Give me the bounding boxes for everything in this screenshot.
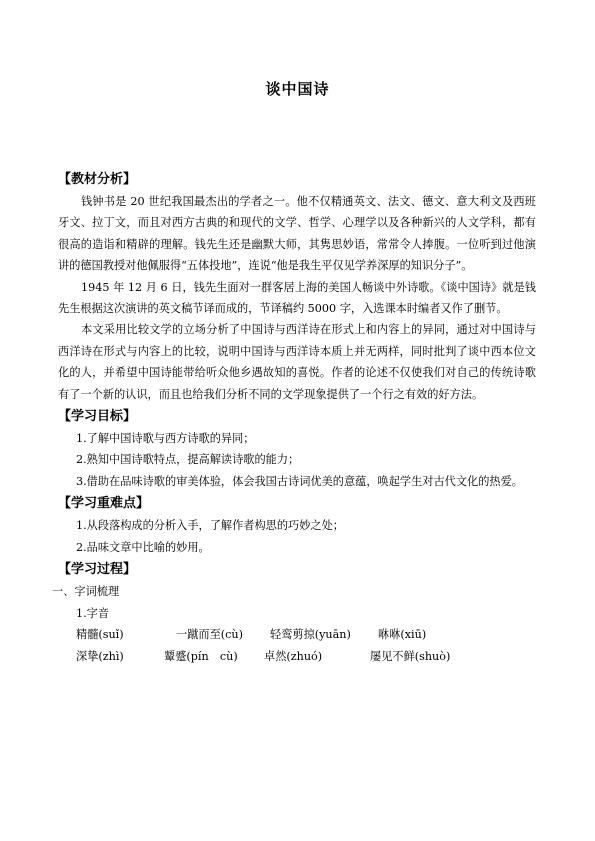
document-body xyxy=(52,168,536,668)
section-heading-goals: 【学习目标】 xyxy=(58,409,137,425)
pronunciation-entry: 深挚(zhì) xyxy=(76,649,124,663)
section-heading-analysis: 【教材分析】 xyxy=(58,172,137,187)
document-title: 谈中国诗 xyxy=(265,80,330,98)
part-heading: 一、字词梳理 xyxy=(52,585,120,599)
pronunciation-entry: 颦蹙(pín cù) xyxy=(164,649,238,663)
pronunciation-entry: 咻咻(xiū) xyxy=(378,627,427,641)
list-item: 3.借助在品味诗歌的审美体验，体会我国古诗词优美的意蕴，唤起学生对古代文化的热爱。 xyxy=(76,474,523,488)
section-heading-keypoints: 【学习重难点】 xyxy=(58,496,150,512)
list-item: 1.了解中国诗歌与西方诗歌的异同； xyxy=(76,432,255,446)
pronunciation-entry: 精髓(suǐ) xyxy=(76,627,124,641)
list-item: 2.品味文章中比喻的妙用。 xyxy=(76,540,210,554)
pronunciation-row xyxy=(58,624,536,646)
paragraph: 1945 年 12 月 6 日，钱先生面对一群客居上海的美国人畅谈中外诗歌。《谈中国诗》就是钱先生根据这次演讲的英文稿节译而成的，节译稿约 5000 字，入选课本时编者又作了删节。 xyxy=(58,280,536,316)
pronunciation-entry: 卓然(zhuó) xyxy=(264,649,323,663)
paragraph: 本文采用比较文学的立场分析了中国诗与西洋诗在形式上和内容上的异同，通过对中国诗与西洋诗在形式与内容上的比较，说明中国诗与西洋诗本质上并无两样，同时批判了谈中西本位文化的人，并希望中国诗能带给听众他乡遇故知的喜悦。作者的论述不仅使我们对自己的传统诗歌有了一个新的认识，而且也给我们分析不同的文学现象提供了一个行之有效的好方法。 xyxy=(58,323,536,401)
section-heading-process: 【学习过程】 xyxy=(58,562,137,578)
pronunciation-entry: 轻鸾剪掠(yuān) xyxy=(270,627,351,641)
pronunciation-entry: 一蹴而至(cù) xyxy=(176,627,243,641)
paragraph: 钱钟书是 20 世纪我国最杰出的学者之一。他不仅精通英文、法文、德文、意大利文及西班牙文、拉丁文，而且对西方古典的和现代的文学、哲学、心理学以及各种新兴的人文学科，都有很高的造诣和精辟的理解。钱先生还是幽默大师，其隽思妙语，常常令人捧腹。一位听到过他演讲的德国教授对他佩服得“五体投地”，连说“他是我生平仅见学养深厚的知识分子”。 xyxy=(58,195,536,273)
subheading: 1.字音 xyxy=(76,606,110,620)
list-item: 2.熟知中国诗歌特点，提高解读诗歌的能力； xyxy=(76,453,300,467)
pronunciation-row xyxy=(58,646,536,668)
list-item: 1.从段落构成的分析入手，了解作者构思的巧妙之处； xyxy=(76,519,344,533)
pronunciation-entry: 屡见不鲜(shuò) xyxy=(370,649,451,663)
